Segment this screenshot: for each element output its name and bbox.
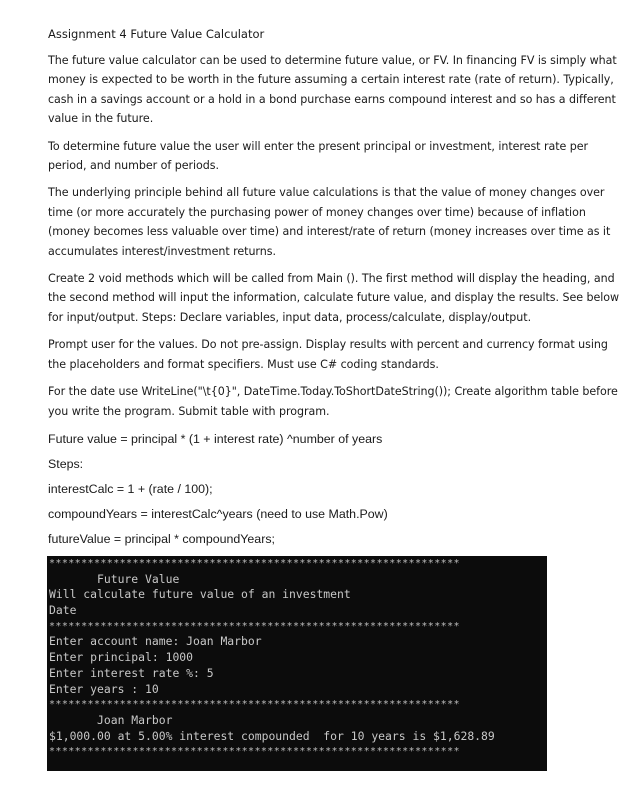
text-line: money is expected to be worth in the future assuming a certain interest rate (rate of return). Typically, bbox=[48, 73, 614, 87]
text-line: the second method will input the information, calculate future value, and display the results. See below bbox=[48, 291, 620, 305]
text-line: you write the program. Submit table with program. bbox=[48, 404, 330, 418]
text-line: (money becomes less valuable over time) and interest/rate of return (money increases over time as it bbox=[48, 225, 611, 239]
console-date: Date bbox=[49, 603, 77, 618]
step-future-value: futureValue = principal * compoundYears; bbox=[48, 531, 275, 546]
text-line: accumulates interest/investment returns. bbox=[48, 244, 276, 258]
text-line: The future value calculator can be used to determine future value, or FV. In financing FV is simply what bbox=[48, 54, 617, 67]
console-separator: **************************************************************** bbox=[49, 620, 460, 632]
console-years-prompt: Enter years : 10 bbox=[49, 681, 159, 696]
text-line: for input/output. Steps: Declare variables, input data, process/calculate, display/output. bbox=[48, 310, 532, 324]
paragraph-intro bbox=[48, 51, 617, 129]
console-rate-prompt: Enter interest rate %: 5 bbox=[49, 665, 214, 680]
assignment-title: Assignment 4 Future Value Calculator bbox=[48, 27, 265, 41]
formula-line: Future value = principal * (1 + interest rate) ^number of years bbox=[48, 431, 383, 446]
step-interest-calc: interestCalc = 1 + (rate / 100); bbox=[48, 481, 213, 496]
step-compound-years: compoundYears = interestCalc^years (need to use Math.Pow) bbox=[48, 506, 388, 521]
text-line: To determine future value the user will enter the present principal or investment, interest rate per bbox=[48, 139, 589, 153]
console-account-prompt: Enter account name: Joan Marbor bbox=[49, 634, 262, 649]
console-description: Will calculate future value of an investment bbox=[49, 587, 351, 602]
text-line: value in the future. bbox=[48, 112, 154, 126]
paragraph-inputs bbox=[48, 137, 614, 176]
text-line: cash in a savings account or a hold in a bond purchase earns compound interest and so has a different bbox=[48, 92, 616, 106]
console-result-line: $1,000.00 at 5.00% interest compounded for 10 years is $1,628.89 bbox=[49, 728, 495, 743]
paragraph-prompt bbox=[48, 335, 614, 374]
paragraph-date bbox=[48, 382, 618, 421]
console-heading: Future Value bbox=[49, 571, 180, 586]
text-line: time (or more accurately the purchasing power of money changes over time) because of inflation bbox=[48, 205, 586, 219]
console-separator: **************************************************************** bbox=[49, 558, 460, 569]
text-line: Prompt user for the values. Do not pre-assign. Display results with percent and currency format using bbox=[48, 338, 608, 352]
text-line: The underlying principle behind all future value calculations is that the value of money changes over bbox=[48, 186, 605, 200]
console-separator: **************************************************************** bbox=[49, 746, 460, 758]
console-principal-prompt: Enter principal: 1000 bbox=[49, 650, 194, 665]
text-line: period, and number of periods. bbox=[48, 159, 219, 173]
assignment-document bbox=[48, 24, 620, 554]
text-line: Create 2 void methods which will be called from Main (). The first method will display the heading, and bbox=[48, 272, 615, 286]
console-output-screenshot bbox=[47, 556, 547, 771]
text-line: the placeholders and format specifiers. Must use C# coding standards. bbox=[48, 357, 439, 371]
console-result-name: Joan Marbor bbox=[49, 712, 173, 727]
text-line: For the date use WriteLine("\t{0}", DateTime.Today.ToShortDateString()); Create algorithm table before bbox=[48, 385, 618, 399]
steps-heading: Steps: bbox=[48, 456, 84, 471]
console-separator: **************************************************************** bbox=[49, 699, 460, 711]
paragraph-methods bbox=[48, 269, 620, 327]
paragraph-principle bbox=[48, 183, 614, 261]
